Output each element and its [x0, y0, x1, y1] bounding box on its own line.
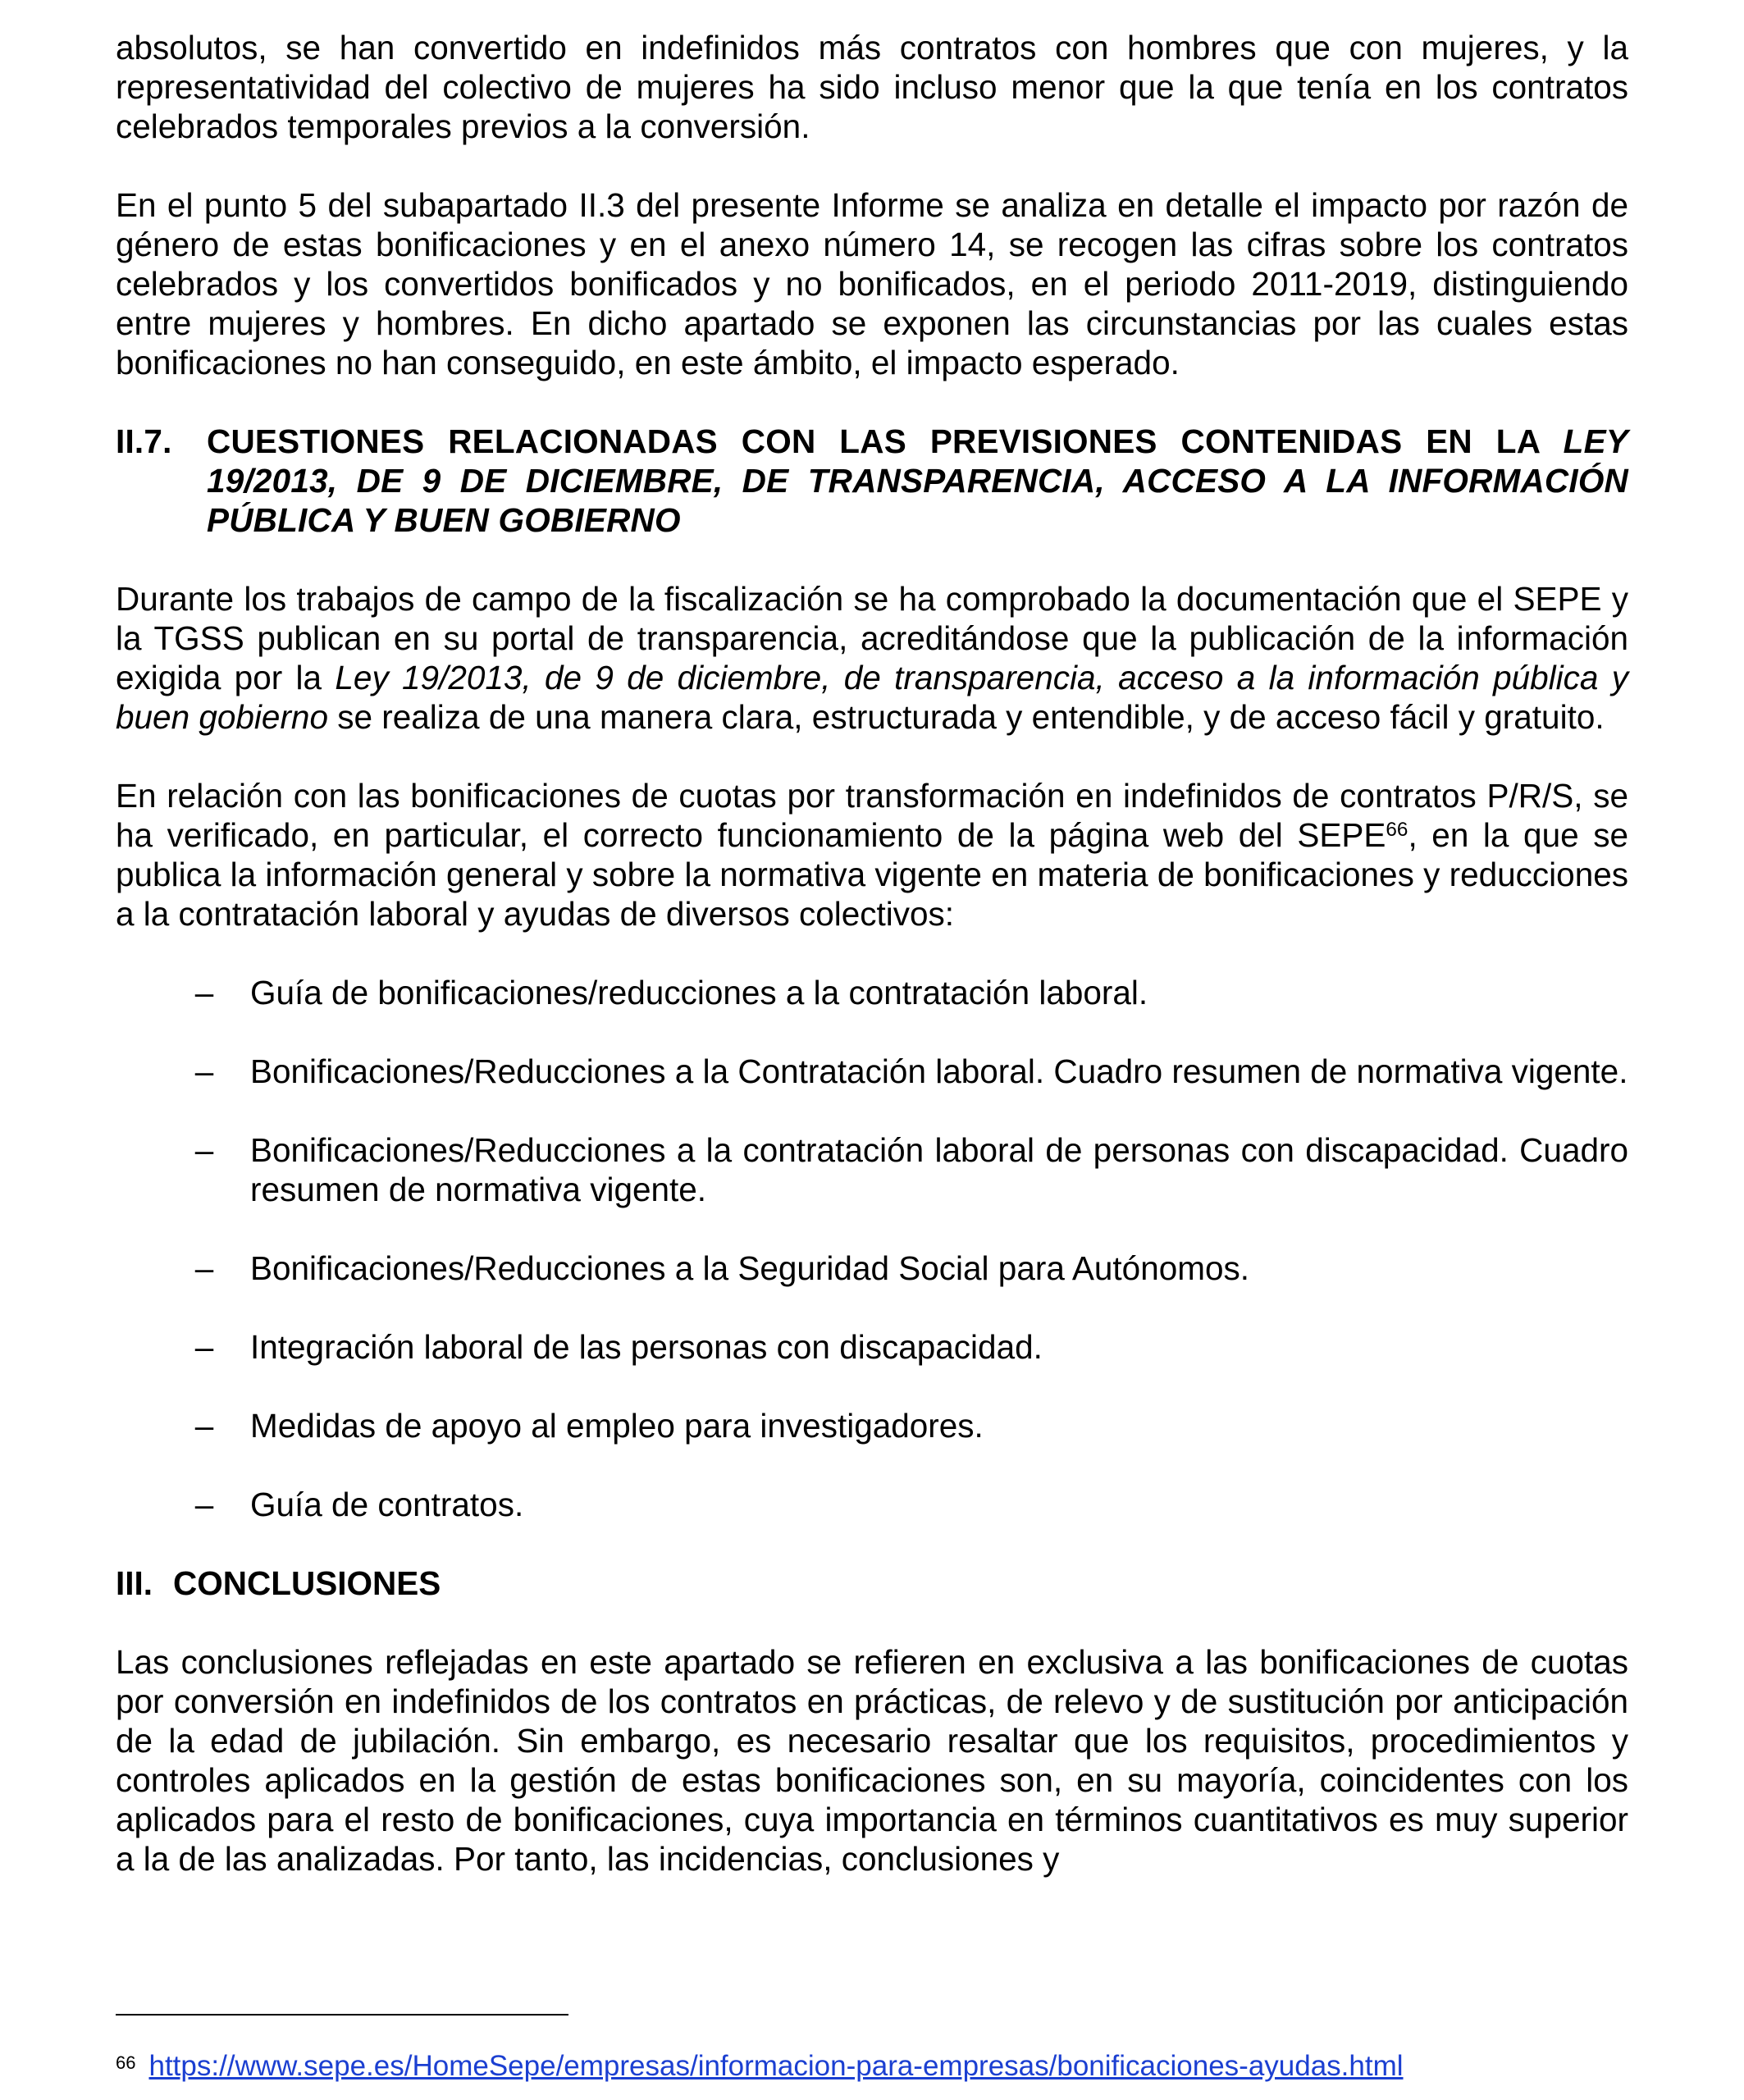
dash-marker: – — [194, 974, 214, 1011]
list-item — [116, 973, 1628, 1012]
law-title-italic: Ley 19/2013, de 9 de diciembre, de transparencia, acceso a la información pública y buen gobierno — [116, 659, 1629, 736]
list-item — [116, 1485, 1628, 1524]
paragraph-text: , en la que se publica la información general y sobre la normativa vigente en materia de bonificaciones y reducciones a la contratación laboral y ayudas de diversos colectivos: — [116, 816, 1628, 933]
section-title-italic: LEY 19/2013, DE 9 DE DICIEMBRE, DE TRANSPARENCIA, ACCESO A LA INFORMACIÓN PÚBLICA Y BUEN GOBIERNO — [207, 422, 1628, 539]
list-item — [116, 1406, 1628, 1445]
section-title: CONCLUSIONES — [173, 1564, 441, 1602]
bonifications-list — [116, 973, 1628, 1524]
document-page — [116, 28, 1628, 1918]
section-number: III. — [116, 1564, 153, 1602]
paragraph-transparency — [116, 579, 1628, 737]
list-item — [116, 1249, 1628, 1288]
list-item-text: Guía de contratos. — [250, 1486, 524, 1523]
list-item-text: Bonificaciones/Reducciones a la Seguridad Social para Autónomos. — [250, 1249, 1250, 1287]
list-item — [116, 1130, 1628, 1209]
footnote-separator — [116, 2014, 568, 2016]
paragraph-sepe-website — [116, 776, 1628, 934]
list-item — [116, 1052, 1628, 1091]
footnote — [116, 2049, 1404, 2084]
list-item-text: Bonificaciones/Reducciones a la contratación laboral de personas con discapacidad. Cuadro resumen de normativa vigente. — [250, 1131, 1628, 1208]
section-heading-ii7 — [116, 422, 1628, 540]
dash-marker: – — [194, 1407, 214, 1445]
section-title-plain: CUESTIONES RELACIONADAS CON LAS PREVISIONES CONTENIDAS EN LA — [207, 422, 1564, 460]
footnote-link[interactable]: https://www.sepe.es/HomeSepe/empresas/informacion-para-empresas/bonificaciones-ayudas.html — [148, 2050, 1404, 2082]
paragraph-gender-conversion: absolutos, se han convertido en indefinidos más contratos con hombres que con mujeres, y la representatividad del colectivo de mujeres ha sido incluso menor que la que tenía en los contratos celebrados temporales previos a la conversión. — [116, 29, 1628, 145]
dash-marker: – — [194, 1052, 214, 1090]
dash-marker: – — [194, 1486, 214, 1523]
paragraph-text: se realiza de una manera clara, estructurada y entendible, y de acceso fácil y gratuito. — [327, 698, 1605, 736]
dash-marker: – — [194, 1131, 214, 1169]
list-item-text: Integración laboral de las personas con discapacidad. — [250, 1328, 1043, 1366]
list-item-text: Medidas de apoyo al empleo para investigadores. — [250, 1407, 984, 1445]
paragraph-conclusions: Las conclusiones reflejadas en este apartado se refieren en exclusiva a las bonificaciones de cuotas por conversión en indefinidos de los contratos en prácticas, de relevo y de sustitución por anticipación de la edad de jubilación. Sin embargo, es necesario resaltar que los requisitos, procedimientos y controles aplicados en la gestión de estas bonificaciones son, en su mayoría, coincidentes con los aplicados para el resto de bonificaciones, cuya importancia en términos cuantitativos es muy superior a la de las analizadas. Por tanto, las incidencias, conclusiones y — [116, 1643, 1628, 1878]
list-item — [116, 1327, 1628, 1367]
section-number: II.7. — [116, 422, 172, 460]
dash-marker: – — [194, 1249, 214, 1287]
list-item-text: Bonificaciones/Reducciones a la Contratación laboral. Cuadro resumen de normativa vigente. — [250, 1052, 1628, 1090]
list-item-text: Guía de bonificaciones/reducciones a la contratación laboral. — [250, 974, 1148, 1011]
footnote-reference[interactable]: 66 — [1386, 819, 1408, 841]
paragraph-gender-impact: En el punto 5 del subapartado II.3 del presente Informe se analiza en detalle el impacto por razón de género de estas bonificaciones y en el anexo número 14, se recogen las cifras sobre los contratos celebrados y los convertidos bonificados y no bonificados, en el periodo 2011-2019, distinguiendo entre mujeres y hombres. En dicho apartado se exponen las circunstancias por las cuales estas bonificaciones no han conseguido, en este ámbito, el impacto esperado. — [116, 186, 1628, 381]
dash-marker: – — [194, 1328, 214, 1366]
footnote-number: 66 — [116, 2052, 136, 2073]
paragraph-text: En relación con las bonificaciones de cuotas por transformación en indefinidos de contratos P/R/S, se ha verificado, en particular, el correcto funcionamiento de la página web del SEPE — [116, 777, 1628, 854]
section-heading-iii — [116, 1564, 1628, 1603]
paragraph-text: Durante los trabajos de campo de la fiscalización se ha comprobado la documentación que el SEPE y la TGSS publican en su portal de transparencia, acreditándose que la publicación de la información exigida por la — [116, 580, 1628, 696]
